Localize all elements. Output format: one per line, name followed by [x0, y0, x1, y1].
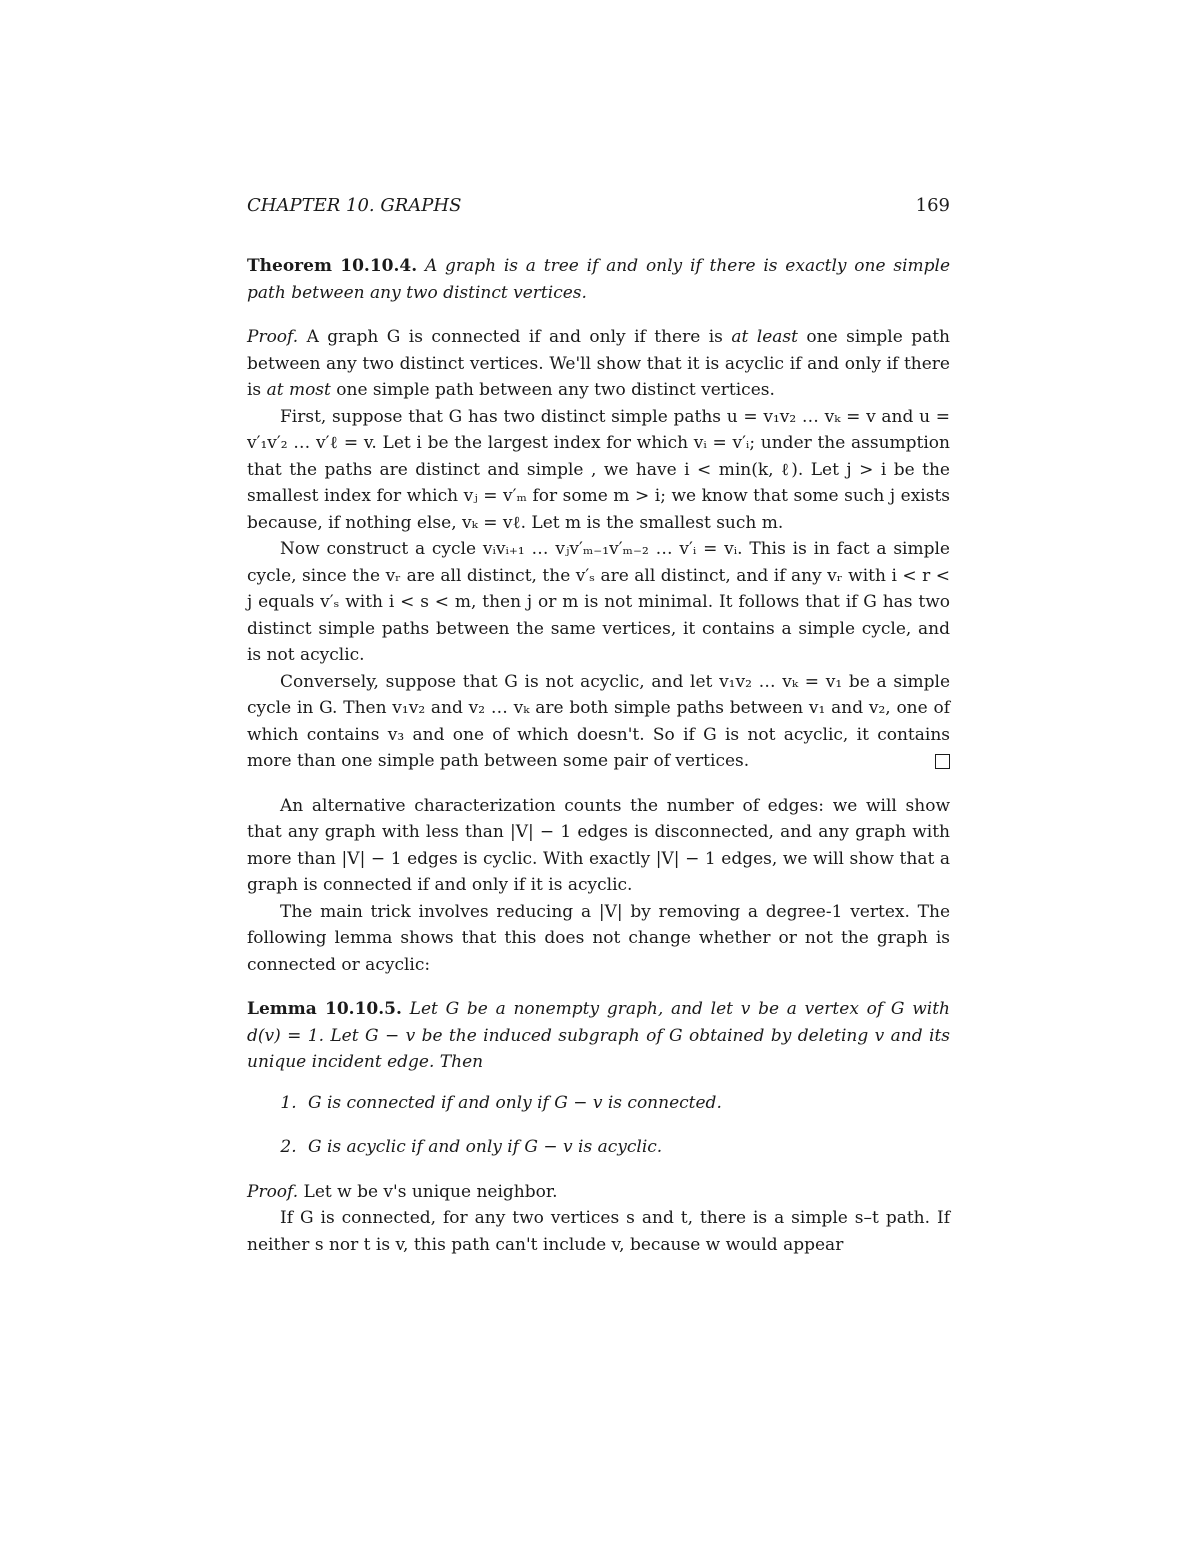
proof-text: one simple path between any two distinct vertices. [336, 380, 775, 400]
proof-paragraph [247, 1179, 950, 1206]
proof-text: Conversely, suppose that G is not acyclic, and let v₁v₂ … vₖ = v₁ be a simple cycle in G. Then v₁v₂ and v₂ … vₖ are both simple paths between v₁ and v₂, one of which contains v₃ and one of which doesn't. So if G is not acyclic, it contains more than one simple path between some pair of vertices. [247, 671, 950, 771]
proof-text: A graph G is connected if and only if there is [306, 327, 723, 347]
theorem-statement: A graph is a tree if and only if there is exactly one simple path between any two distinct vertices. [247, 256, 951, 303]
lemma-10-10-5 [247, 996, 950, 1076]
running-header [247, 195, 950, 219]
body-paragraph: An alternative characterization counts the number of edges: we will show that any graph with less than |V| − 1 edges is disconnected, and any graph with more than |V| − 1 edges is cyclic. With exactly |V| − 1 edges, we will show that a graph is connected if and only if it is acyclic. [247, 795, 950, 895]
qed-box-icon [935, 754, 950, 769]
body-paragraph: The main trick involves reducing a |V| by removing a degree-1 vertex. The following lemma shows that this does not change whether or not the graph is connected or acyclic: [247, 901, 950, 975]
proof-paragraph: First, suppose that G has two distinct simple paths u = v₁v₂ … vₖ = v and u = v′₁v′₂ … v′ℓ = v. Let i be the largest index for which vᵢ = v′ᵢ; under the assumption that the paths are distinct and simple , we have i < min(k, ℓ). Let j > i be the smallest index for which vⱼ = v′ₘ for some m > i; we know that some such j exists because, if nothing else, vₖ = vℓ. Let m is the smallest such m. [247, 406, 950, 533]
page-body [247, 253, 950, 1258]
proof-paragraph: If G is connected, for any two vertices s and t, there is a simple s–t path. If neither s nor t is v, this path can't include v, because w would appear [247, 1208, 950, 1255]
list-item: 1. G is connected if and only if G − v is connected. [302, 1090, 950, 1117]
theorem-10-10-4 [247, 253, 950, 306]
theorem-label: Theorem 10.10.4. [247, 256, 418, 276]
proof-paragraph: Now construct a cycle vᵢvᵢ₊₁ … vⱼv′ₘ₋₁v′ₘ₋₂ … v′ᵢ = vᵢ. This is in fact a simple cycle, since the vᵣ are all distinct, the v′ₛ are all distinct, and if any vᵣ with i < r < j equals v′ₛ with i < s < m, then j or m is not minimal. It follows that if G has two distinct simple paths between the same vertices, it contains a simple cycle, and is not acyclic. [247, 539, 950, 665]
chapter-title: CHAPTER 10. GRAPHS [247, 195, 462, 216]
proof-label: Proof. [247, 327, 299, 347]
lemma-label: Lemma 10.10.5. [247, 999, 402, 1019]
lemma-statement: Let G be a nonempty graph, and let v be a vertex of G with d(v) = 1. Let G − v be the induced subgraph of G obtained by deleting v and its unique incident edge. Then [247, 999, 951, 1072]
page-number: 169 [915, 195, 950, 216]
proof-paragraph [247, 324, 950, 404]
lemma-conditions-list [247, 1090, 950, 1161]
emphasis-at-least: at least [731, 327, 798, 347]
emphasis-at-most: at most [266, 380, 331, 400]
proof-paragraph [247, 669, 950, 775]
proof-text: one simple path between any two distinct vertices. We'll show that it is acyclic if and only if there is [247, 327, 951, 400]
list-item: 2. G is acyclic if and only if G − v is acyclic. [302, 1134, 950, 1161]
proof-label: Proof. [247, 1181, 299, 1202]
proof-text: Let w be v's unique neighbor. [303, 1181, 558, 1202]
